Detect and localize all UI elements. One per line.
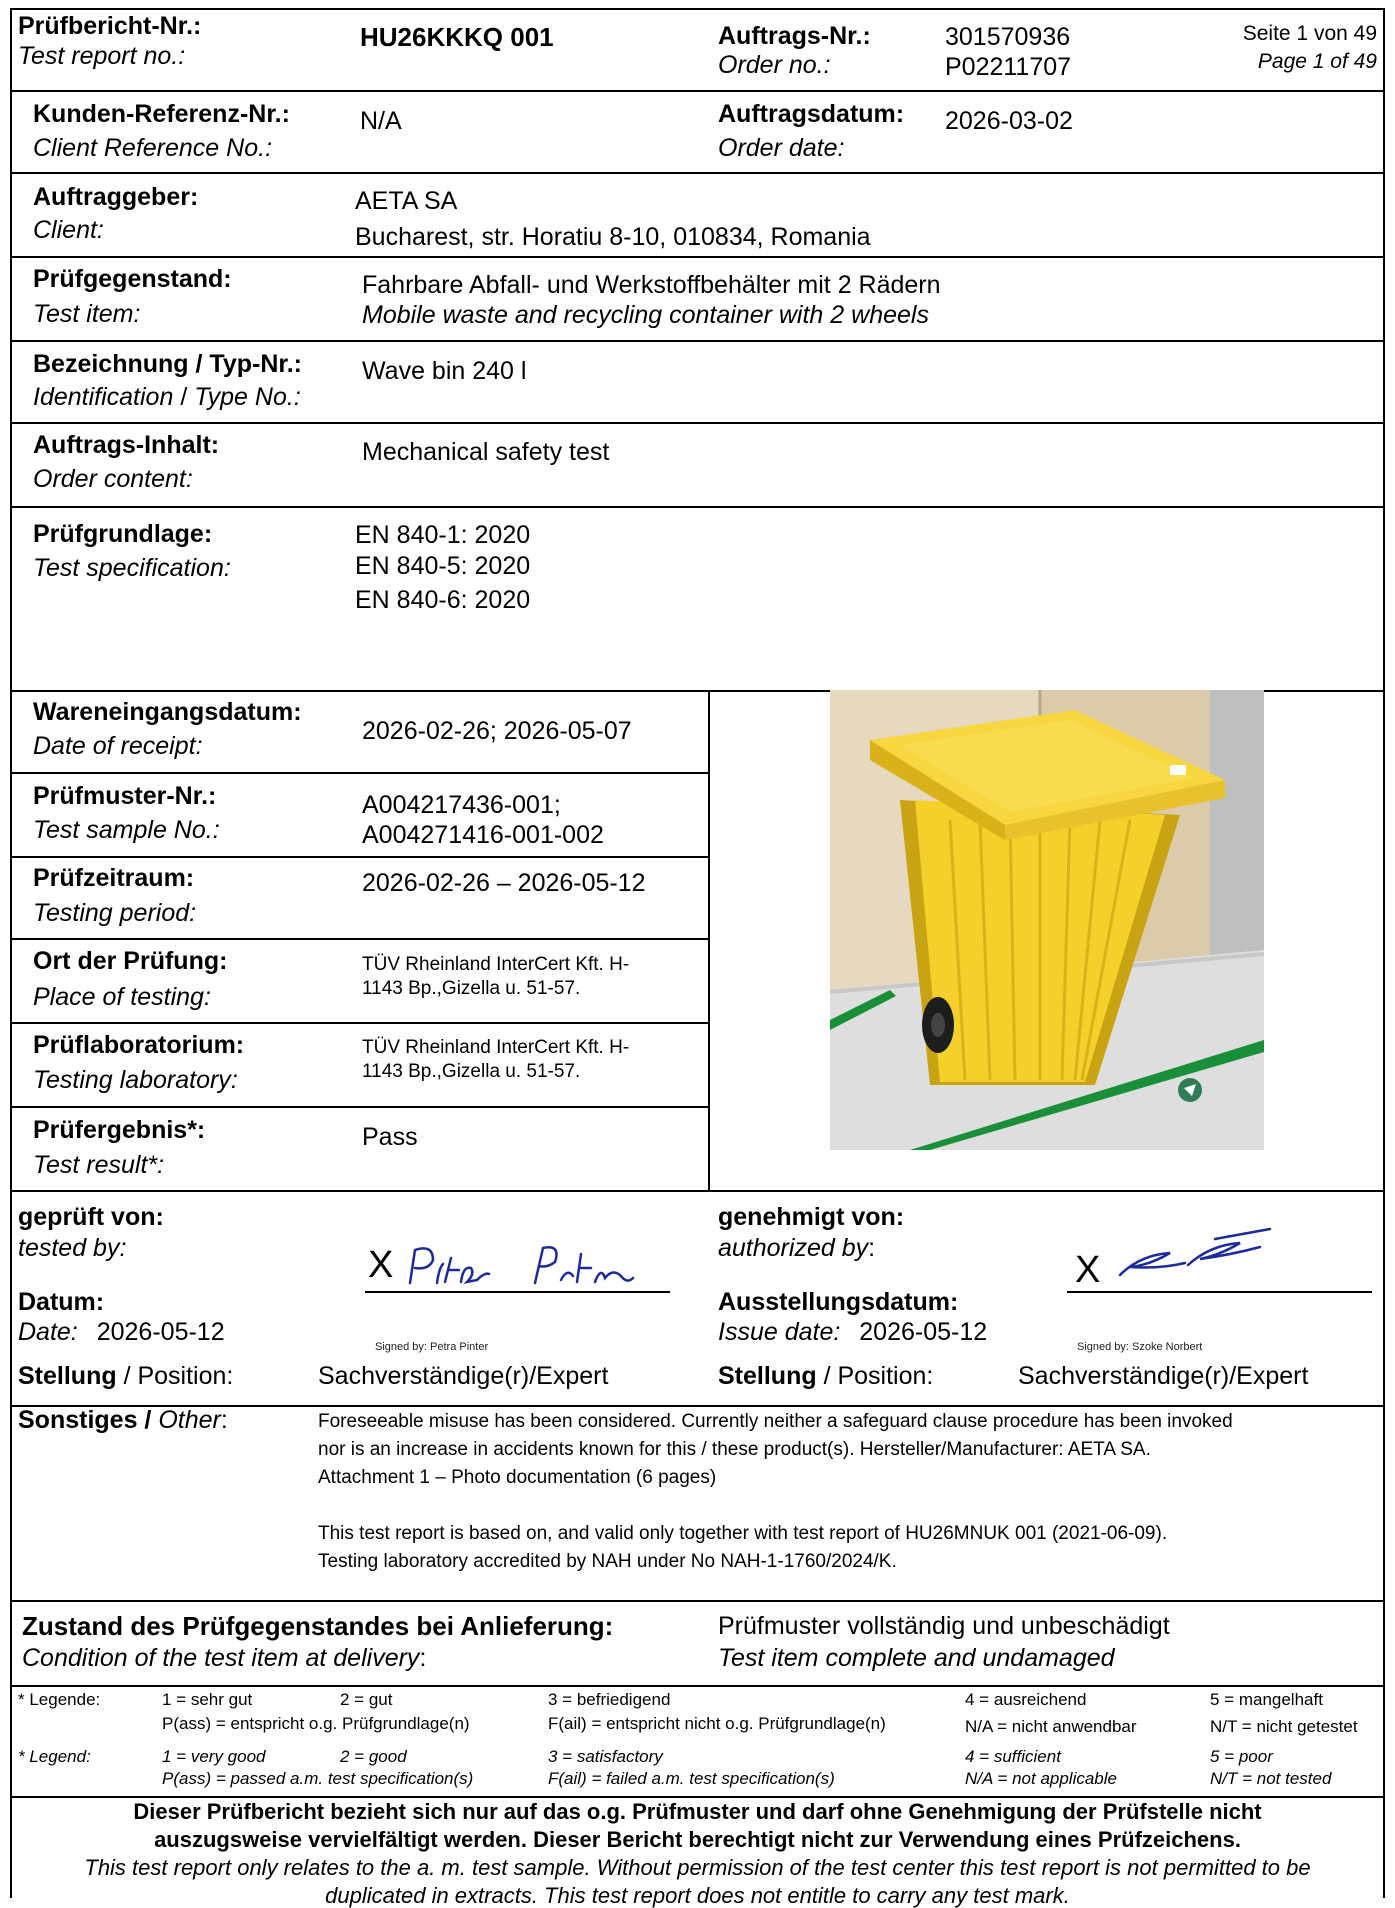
test-spec-label-de: Prüfgrundlage: bbox=[33, 520, 213, 548]
legend-en-fail: F(ail) = failed a.m. test specification(s) bbox=[548, 1769, 835, 1788]
tester-position-label: Stellung / Position: bbox=[18, 1362, 234, 1390]
lab-value-1: TÜV Rheinland InterCert Kft. H- bbox=[362, 1037, 630, 1058]
date-row bbox=[18, 1318, 225, 1347]
rule-9 bbox=[10, 856, 708, 858]
tested-by-label-de: geprüft von: bbox=[18, 1203, 164, 1231]
test-spec-label-en: Test specification: bbox=[33, 554, 231, 582]
sample-value-1: A004217436-001; bbox=[362, 791, 561, 819]
rule-5 bbox=[10, 422, 1385, 424]
order-date-label-en: Order date: bbox=[718, 134, 845, 162]
condition-label-en: Condition of the test item at delivery: bbox=[22, 1644, 427, 1672]
rule-8 bbox=[10, 772, 708, 774]
order-content-label-en: Order content: bbox=[33, 465, 193, 493]
result-label-en: Test result*: bbox=[33, 1151, 165, 1179]
other-text bbox=[318, 1408, 1233, 1576]
report-no-value: HU26KKKQ 001 bbox=[360, 22, 554, 52]
order-date-label-de: Auftragsdatum: bbox=[718, 100, 905, 128]
client-ref-label-en: Client Reference No.: bbox=[33, 134, 273, 162]
client-ref-label-de: Kunden-Referenz-Nr.: bbox=[33, 100, 290, 128]
receipt-label-en: Date of receipt: bbox=[33, 732, 203, 760]
rule-6 bbox=[10, 506, 1385, 508]
place-label-en: Place of testing: bbox=[33, 983, 211, 1011]
receipt-value: 2026-02-26; 2026-05-07 bbox=[362, 717, 632, 745]
rule-15 bbox=[10, 1600, 1385, 1602]
page-number-de: Seite 1 von 49 bbox=[1242, 22, 1377, 45]
test-item-value-en: Mobile waste and recycling container with 2 wheels bbox=[362, 301, 929, 329]
legend-de-5: 5 = mangelhaft bbox=[1210, 1690, 1323, 1709]
identification-value: Wave bin 240 l bbox=[362, 357, 527, 385]
approver-position-label: Stellung / Position: bbox=[718, 1362, 934, 1390]
page-number-en: Page 1 of 49 bbox=[1257, 50, 1377, 73]
other-label: Sonstiges / Other: bbox=[18, 1406, 228, 1434]
receipt-label-de: Wareneingangsdatum: bbox=[33, 698, 302, 726]
report-no-label-de: Prüfbericht-Nr.: bbox=[18, 12, 202, 40]
result-label-de: Prüfergebnis*: bbox=[33, 1116, 206, 1144]
lab-label-en: Testing laboratory: bbox=[33, 1066, 238, 1094]
tester-signature-image bbox=[405, 1238, 675, 1293]
test-item-label-en: Test item: bbox=[33, 300, 141, 328]
rule-2 bbox=[10, 172, 1385, 174]
legend-de-nt: N/T = nicht getestet bbox=[1210, 1717, 1358, 1736]
approver-signature-image bbox=[1110, 1225, 1310, 1285]
rule-16 bbox=[10, 1685, 1385, 1687]
order-content-label-de: Auftrags-Inhalt: bbox=[33, 431, 220, 459]
period-label-en: Testing period: bbox=[33, 899, 197, 927]
order-no-value-2: P02211707 bbox=[945, 53, 1072, 81]
footer-disclaimer bbox=[12, 1798, 1383, 1908]
tester-position-value: Sachverständige(r)/Expert bbox=[318, 1362, 609, 1390]
product-photo bbox=[830, 690, 1264, 1150]
place-value-2: 1143 Bp.,Gizella u. 51-57. bbox=[362, 978, 581, 999]
test-spec-value-2: EN 840-5: 2020 bbox=[355, 552, 531, 580]
legend-label-de: * Legende: bbox=[18, 1690, 101, 1709]
legend-en-1: 1 = very good bbox=[162, 1747, 266, 1766]
order-no-label-en: Order no.: bbox=[718, 51, 831, 79]
footer-de-1: Dieser Prüfbericht bezieht sich nur auf das o.g. Prüfmuster und darf ohne Genehmigung der Prüfstelle nicht bbox=[133, 1799, 1262, 1824]
condition-value-en: Test item complete and undamaged bbox=[718, 1644, 1115, 1672]
legend-en-5: 5 = poor bbox=[1210, 1747, 1273, 1766]
client-name: AETA SA bbox=[355, 187, 458, 215]
legend-de-pass: P(ass) = entspricht o.g. Prüfgrundlage(n) bbox=[162, 1714, 470, 1733]
legend-de-4: 4 = ausreichend bbox=[965, 1690, 1087, 1709]
issue-date-label-de: Ausstellungsdatum: bbox=[718, 1288, 959, 1316]
legend-label-en: * Legend: bbox=[18, 1747, 91, 1766]
client-address: Bucharest, str. Horatiu 8-10, 010834, Romania bbox=[355, 223, 871, 251]
footer-en-2: duplicated in extracts. This test report does not entitle to carry any test mark. bbox=[325, 1883, 1070, 1908]
identification-label-de: Bezeichnung / Typ-Nr.: bbox=[33, 350, 302, 378]
client-label-en: Client: bbox=[33, 216, 104, 244]
period-label-de: Prüfzeitraum: bbox=[33, 864, 195, 892]
sample-label-en: Test sample No.: bbox=[33, 816, 220, 844]
legend-en-3: 3 = satisfactory bbox=[548, 1747, 663, 1766]
authorized-by-label-de: genehmigt von: bbox=[718, 1203, 905, 1231]
rule-4 bbox=[10, 340, 1385, 342]
report-no-label-en: Test report no.: bbox=[18, 42, 186, 70]
legend-de-1: 1 = sehr gut bbox=[162, 1690, 253, 1709]
order-content-value: Mechanical safety test bbox=[362, 438, 610, 466]
approver-position-value: Sachverständige(r)/Expert bbox=[1018, 1362, 1309, 1390]
issue-date-label-en: Issue date: bbox=[718, 1318, 841, 1346]
other-line-2: nor is an increase in accidents known for this / these product(s). Hersteller/Manufacturer: AETA SA. bbox=[318, 1439, 1151, 1460]
test-spec-value-3: EN 840-6: 2020 bbox=[355, 586, 531, 614]
tester-signature-line bbox=[365, 1291, 670, 1293]
date-label-de: Datum: bbox=[18, 1288, 105, 1316]
wheelie-bin-image bbox=[830, 690, 1264, 1150]
condition-label-de: Zustand des Prüfgegenstandes bei Anlieferung: bbox=[22, 1611, 614, 1641]
legend-en-nt: N/T = not tested bbox=[1210, 1769, 1332, 1788]
identification-label-en: Identification / Type No.: bbox=[33, 383, 301, 411]
condition-value-de: Prüfmuster vollständig und unbeschädigt bbox=[718, 1612, 1170, 1640]
date-label-en: Date: bbox=[18, 1318, 78, 1346]
issue-date-row bbox=[718, 1318, 987, 1347]
approver-x-mark: X bbox=[1075, 1249, 1101, 1291]
sample-value-2: A004271416-001-002 bbox=[362, 821, 604, 849]
lab-label-de: Prüflaboratorium: bbox=[33, 1031, 245, 1059]
approver-signed-by: Signed by: Szoke Norbert bbox=[1077, 1341, 1203, 1353]
period-value: 2026-02-26 – 2026-05-12 bbox=[362, 869, 646, 897]
legend-de-fail: F(ail) = entspricht nicht o.g. Prüfgrundlage(n) bbox=[548, 1714, 886, 1733]
top-border bbox=[10, 8, 1385, 10]
rule-10 bbox=[10, 938, 708, 940]
place-label-de: Ort der Prüfung: bbox=[33, 947, 228, 975]
legend-en-2: 2 = good bbox=[340, 1747, 407, 1766]
legend-en-4: 4 = sufficient bbox=[965, 1747, 1061, 1766]
rule-1 bbox=[10, 90, 1385, 92]
legend-de-3: 3 = befriedigend bbox=[548, 1690, 671, 1709]
rule-3 bbox=[10, 256, 1385, 258]
legend-en-na: N/A = not applicable bbox=[965, 1769, 1117, 1788]
rule-col bbox=[708, 690, 710, 1190]
tester-signed-by: Signed by: Petra Pinter bbox=[375, 1341, 489, 1353]
footer-en-1: This test report only relates to the a. m. test sample. Without permission of the test center this test report is not permitted to be bbox=[84, 1855, 1311, 1880]
legend-en-pass: P(ass) = passed a.m. test specification(s) bbox=[162, 1769, 474, 1788]
test-spec-value-1: EN 840-1: 2020 bbox=[355, 521, 531, 549]
order-no-label-de: Auftrags-Nr.: bbox=[718, 22, 871, 50]
legend-de-na: N/A = nicht anwendbar bbox=[965, 1717, 1137, 1736]
other-line-4: This test report is based on, and valid only together with test report of HU26MNUK 001 (2021-06-09). bbox=[318, 1523, 1168, 1544]
order-no-value-1: 301570936 bbox=[945, 23, 1071, 51]
right-border bbox=[1383, 8, 1385, 1898]
tested-by-label-en: tested by: bbox=[18, 1234, 127, 1262]
place-value-1: TÜV Rheinland InterCert Kft. H- bbox=[362, 954, 630, 975]
footer-de-2: auszugsweise vervielfältigt werden. Dieser Bericht berechtigt nicht zur Verwendung eines Prüfzeichens. bbox=[154, 1827, 1241, 1852]
other-line-3: Attachment 1 – Photo documentation (6 pages) bbox=[318, 1467, 717, 1488]
left-border bbox=[10, 8, 12, 1898]
authorized-by-label-en: authorized by: bbox=[718, 1234, 876, 1262]
lab-value-2: 1143 Bp.,Gizella u. 51-57. bbox=[362, 1061, 581, 1082]
sample-label-de: Prüfmuster-Nr.: bbox=[33, 782, 217, 810]
result-value: Pass bbox=[362, 1123, 418, 1151]
issue-date-value: 2026-05-12 bbox=[859, 1318, 988, 1346]
tester-x-mark: X bbox=[368, 1244, 394, 1286]
rule-11 bbox=[10, 1022, 708, 1024]
other-line-1: Foreseeable misuse has been considered. Currently neither a safeguard clause procedure has been invoked bbox=[318, 1411, 1233, 1432]
order-date-value: 2026-03-02 bbox=[945, 107, 1073, 135]
approver-signature-line bbox=[1067, 1291, 1372, 1293]
test-item-label-de: Prüfgegenstand: bbox=[33, 265, 232, 293]
test-item-value-de: Fahrbare Abfall- und Werkstoffbehälter mit 2 Rädern bbox=[362, 271, 941, 299]
rule-12 bbox=[10, 1106, 708, 1108]
other-line-5: Testing laboratory accredited by NAH under No NAH-1-1760/2024/K. bbox=[318, 1551, 897, 1572]
client-ref-value: N/A bbox=[360, 107, 402, 135]
legend-de-2: 2 = gut bbox=[340, 1690, 393, 1709]
date-value: 2026-05-12 bbox=[96, 1318, 225, 1346]
rule-13 bbox=[10, 1190, 1385, 1192]
client-label-de: Auftraggeber: bbox=[33, 183, 199, 211]
